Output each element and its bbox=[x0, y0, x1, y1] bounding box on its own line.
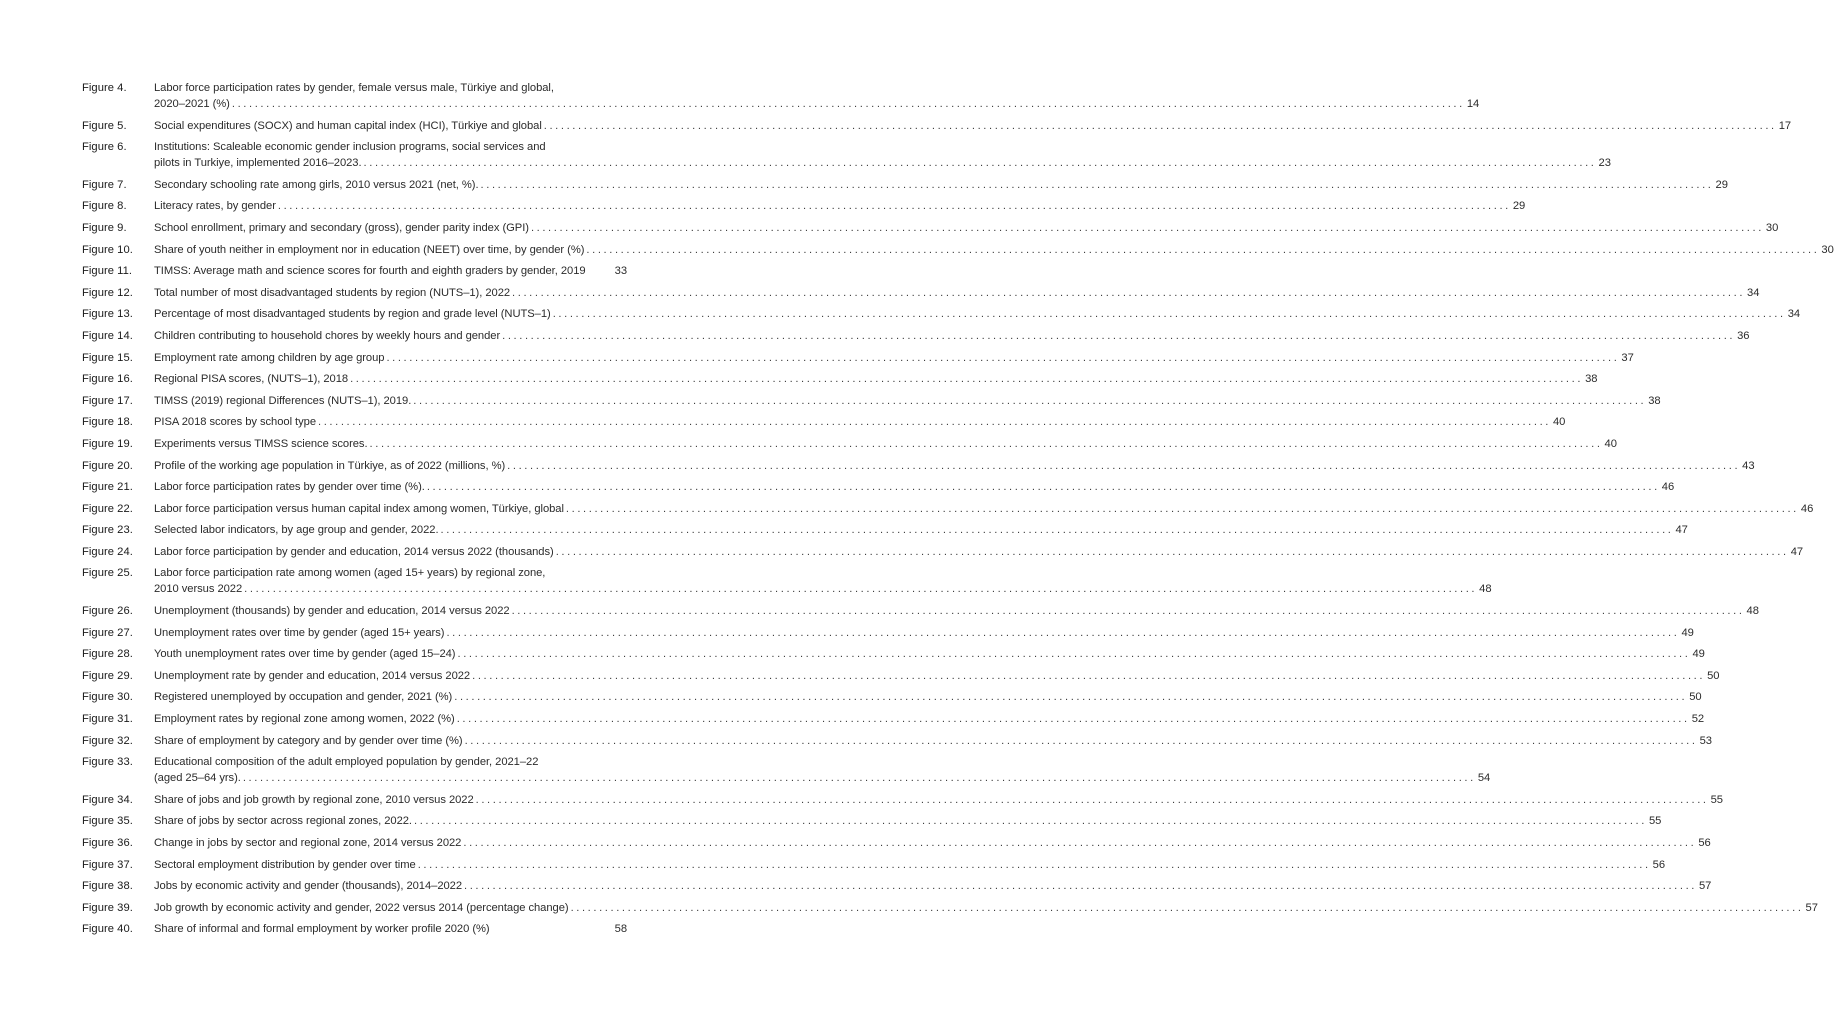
figure-label: Figure 34. bbox=[82, 793, 133, 806]
figure-title-line bbox=[154, 581, 1492, 597]
figure-title-block bbox=[154, 350, 1634, 366]
figure-entry[interactable] bbox=[82, 285, 1760, 301]
figure-title-block bbox=[154, 625, 1694, 641]
figure-title-line bbox=[154, 350, 1634, 366]
page-number[interactable]: 48 bbox=[1479, 583, 1492, 596]
figure-title-block bbox=[154, 80, 1479, 112]
dot-leader bbox=[464, 878, 1697, 894]
figure-title-block bbox=[154, 813, 1661, 829]
figure-title-block bbox=[154, 242, 1834, 258]
figure-title-block bbox=[154, 835, 1711, 851]
figure-title-line bbox=[154, 458, 1755, 474]
figure-title: Employment rate among children by age group bbox=[154, 351, 385, 364]
figure-entry[interactable] bbox=[82, 565, 1492, 597]
dot-leader bbox=[414, 813, 1647, 829]
figure-label: Figure 15. bbox=[82, 351, 133, 364]
dot-leader bbox=[243, 770, 1476, 786]
figure-title: Literacy rates, by gender bbox=[154, 200, 276, 213]
dot-leader bbox=[370, 436, 1603, 452]
figure-title: Jobs by economic activity and gender (thousands), 2014–2022 bbox=[154, 880, 463, 893]
figure-title: Registered unemployed by occupation and gender, 2021 (%) bbox=[154, 691, 453, 704]
figure-label: Figure 5. bbox=[82, 119, 127, 132]
figure-title: Secondary schooling rate among girls, 2010 versus 2021 (net, %). bbox=[154, 178, 479, 191]
figure-title-line bbox=[154, 501, 1813, 517]
figure-entry[interactable] bbox=[82, 603, 1759, 619]
figure-title-line bbox=[154, 813, 1661, 829]
figure-title-line bbox=[154, 900, 1818, 916]
figure-title-line bbox=[154, 263, 627, 279]
figure-title-line bbox=[154, 522, 1688, 538]
figure-entry[interactable] bbox=[82, 835, 1711, 851]
figure-label: Figure 32. bbox=[82, 734, 133, 747]
page-number[interactable]: 56 bbox=[1652, 858, 1666, 871]
figure-entry[interactable] bbox=[82, 118, 1792, 134]
page-number[interactable]: 49 bbox=[1692, 648, 1705, 661]
figure-title-block bbox=[154, 393, 1661, 409]
figure-title: Selected labor indicators, by age group and gender, 2022. bbox=[154, 524, 439, 537]
page-number[interactable]: 40 bbox=[1604, 437, 1617, 450]
page-number[interactable]: 55 bbox=[1710, 793, 1723, 806]
page-number[interactable]: 47 bbox=[1790, 545, 1804, 558]
figure-label: Figure 16. bbox=[82, 373, 133, 386]
dot-leader bbox=[586, 242, 1819, 258]
dot-leader bbox=[544, 118, 1777, 134]
dot-leader bbox=[441, 522, 1674, 538]
figure-label: Figure 7. bbox=[82, 178, 127, 191]
figure-title-line bbox=[154, 414, 1565, 430]
figure-entry[interactable] bbox=[82, 350, 1634, 366]
figure-title-line bbox=[154, 857, 1665, 873]
figure-label: Figure 9. bbox=[82, 221, 127, 234]
dot-leader bbox=[512, 285, 1745, 301]
dot-leader bbox=[556, 544, 1789, 560]
dot-leader bbox=[571, 900, 1804, 916]
figure-label: Figure 33. bbox=[82, 756, 133, 769]
figure-title-line1: Educational composition of the adult employed population by gender, 2021–22 bbox=[154, 756, 539, 769]
dot-leader bbox=[364, 155, 1597, 171]
figure-title-line bbox=[154, 177, 1728, 193]
figure-title-block bbox=[154, 646, 1705, 662]
figure-entry[interactable] bbox=[82, 479, 1675, 495]
figure-label: Figure 11. bbox=[82, 265, 133, 278]
figure-title: Share of youth neither in employment nor in education (NEET) over time, by gender (%) bbox=[154, 243, 585, 256]
page-number[interactable]: 34 bbox=[1787, 308, 1801, 321]
figure-title-block bbox=[154, 285, 1759, 301]
figure-entry[interactable] bbox=[82, 458, 1755, 474]
figure-title-block bbox=[154, 921, 627, 937]
page-number[interactable]: 57 bbox=[1699, 880, 1712, 893]
page-number[interactable]: 33 bbox=[614, 265, 627, 278]
figure-title-line bbox=[154, 371, 1597, 387]
figure-entry[interactable] bbox=[82, 242, 1834, 258]
figure-title-block bbox=[154, 544, 1803, 560]
figure-title: Unemployment rates over time by gender (aged 15+ years) bbox=[154, 626, 445, 639]
dot-leader bbox=[465, 733, 1698, 749]
page-number[interactable]: 30 bbox=[1821, 243, 1834, 256]
figure-title-block bbox=[154, 565, 1492, 597]
dot-leader bbox=[502, 328, 1735, 344]
page-number[interactable]: 36 bbox=[1737, 329, 1750, 342]
figure-title-block bbox=[154, 792, 1723, 808]
page-number[interactable]: 52 bbox=[1691, 713, 1705, 726]
figure-label: Figure 18. bbox=[82, 416, 133, 429]
figure-title-line bbox=[154, 306, 1800, 322]
figure-entry[interactable] bbox=[82, 393, 1661, 409]
figure-entry[interactable] bbox=[82, 263, 627, 279]
figure-title-line bbox=[154, 711, 1704, 727]
figure-title-line bbox=[154, 733, 1712, 749]
figure-title-block bbox=[154, 501, 1813, 517]
figure-title: Social expenditures (SOCX) and human capital index (HCI), Türkiye and global bbox=[154, 119, 542, 132]
dot-leader bbox=[318, 414, 1551, 430]
page-number[interactable]: 37 bbox=[1621, 351, 1634, 364]
figure-title-block bbox=[154, 263, 627, 279]
figure-title-block bbox=[154, 689, 1702, 705]
figure-entry[interactable] bbox=[82, 921, 627, 937]
dot-leader bbox=[457, 711, 1690, 727]
figure-entry[interactable] bbox=[82, 198, 1526, 214]
figure-entry[interactable] bbox=[82, 139, 1611, 171]
figure-entry[interactable] bbox=[82, 501, 1814, 517]
figure-label: Figure 29. bbox=[82, 669, 133, 682]
figure-title-line bbox=[154, 479, 1674, 495]
figure-title: Percentage of most disadvantaged students by region and grade level (NUTS–1) bbox=[154, 308, 551, 321]
figure-title: School enrollment, primary and secondary (gross), gender parity index (GPI) bbox=[154, 221, 529, 234]
dot-leader bbox=[457, 646, 1690, 662]
page-number[interactable]: 46 bbox=[1800, 502, 1814, 515]
figure-label: Figure 30. bbox=[82, 691, 133, 704]
figure-label: Figure 14. bbox=[82, 329, 133, 342]
figure-label: Figure 10. bbox=[82, 243, 133, 256]
page-number[interactable]: 38 bbox=[1648, 394, 1661, 407]
page-number[interactable]: 53 bbox=[1699, 734, 1712, 747]
figure-title-line bbox=[154, 668, 1719, 684]
figure-entry[interactable] bbox=[82, 813, 1662, 829]
figure-title-line bbox=[154, 198, 1525, 214]
figure-title: Children contributing to household chores by weekly hours and gender bbox=[154, 329, 501, 342]
page-number[interactable]: 49 bbox=[1681, 626, 1694, 639]
figure-title-line1: Labor force participation rate among women (aged 15+ years) by regional zone, bbox=[154, 567, 546, 580]
figure-entry[interactable] bbox=[82, 306, 1801, 322]
figure-title-block bbox=[154, 371, 1597, 387]
page-number[interactable]: 40 bbox=[1553, 416, 1566, 429]
figure-title: Share of employment by category and by gender over time (%) bbox=[154, 734, 463, 747]
figure-title-line bbox=[154, 792, 1723, 808]
figure-entry[interactable] bbox=[82, 711, 1705, 727]
figure-title-block bbox=[154, 328, 1749, 344]
figure-title-block bbox=[154, 857, 1665, 873]
page-number[interactable]: 57 bbox=[1805, 901, 1818, 914]
figure-title: 2010 versus 2022 bbox=[154, 583, 243, 596]
figure-title-line bbox=[154, 770, 1490, 786]
page-number[interactable]: 17 bbox=[1778, 119, 1792, 132]
figure-label: Figure 22. bbox=[82, 502, 133, 515]
page-number[interactable]: 50 bbox=[1689, 691, 1702, 704]
figure-title-block bbox=[154, 711, 1704, 727]
page-number[interactable]: 29 bbox=[1512, 200, 1526, 213]
figure-title-block bbox=[154, 878, 1711, 894]
figure-label: Figure 31. bbox=[82, 713, 133, 726]
figure-title-line bbox=[154, 436, 1617, 452]
figure-entry[interactable] bbox=[82, 544, 1804, 560]
figure-title: pilots in Turkiye, implemented 2016–2023. bbox=[154, 157, 362, 170]
dot-leader bbox=[418, 857, 1651, 873]
figure-title-line bbox=[154, 689, 1702, 705]
figure-title-line bbox=[154, 603, 1759, 619]
figure-label: Figure 8. bbox=[82, 200, 127, 213]
dot-leader bbox=[531, 220, 1764, 236]
figure-title-block bbox=[154, 458, 1755, 474]
figure-title: Labor force participation by gender and education, 2014 versus 2022 (thousands) bbox=[154, 545, 554, 558]
figure-title: Labor force participation rates by gender over time (%). bbox=[154, 481, 425, 494]
figure-title-line bbox=[154, 328, 1749, 344]
dot-leader bbox=[446, 625, 1679, 641]
figure-title: Unemployment rate by gender and education, 2014 versus 2022 bbox=[154, 669, 471, 682]
page-number[interactable]: 46 bbox=[1661, 481, 1675, 494]
figure-entry[interactable] bbox=[82, 754, 1491, 786]
figure-entry[interactable] bbox=[82, 878, 1712, 894]
figure-entry[interactable] bbox=[82, 733, 1712, 749]
dot-leader bbox=[481, 177, 1714, 193]
figure-title: Unemployment (thousands) by gender and education, 2014 versus 2022 bbox=[154, 605, 510, 618]
figure-title-block bbox=[154, 436, 1617, 452]
figure-label: Figure 35. bbox=[82, 815, 133, 828]
figure-title-line bbox=[154, 285, 1759, 301]
figure-title-block bbox=[154, 733, 1712, 749]
page-number[interactable]: 54 bbox=[1477, 772, 1491, 785]
figure-entry[interactable] bbox=[82, 414, 1566, 430]
page-number[interactable]: 56 bbox=[1698, 837, 1711, 849]
figure-label: Figure 39. bbox=[82, 901, 133, 914]
figure-label: Figure 27. bbox=[82, 626, 133, 639]
figure-title-line bbox=[154, 646, 1705, 662]
figure-label: Figure 28. bbox=[82, 648, 133, 661]
figure-label: Figure 26. bbox=[82, 605, 133, 618]
figure-title: Change in jobs by sector and regional zone, 2014 versus 2022 bbox=[154, 837, 462, 849]
figure-title-line bbox=[154, 835, 1711, 851]
figure-entry[interactable] bbox=[82, 371, 1598, 387]
page-number[interactable]: 55 bbox=[1648, 815, 1662, 828]
list-of-figures bbox=[82, 80, 1834, 943]
figure-title-line1: Labor force participation rates by gender, female versus male, Türkiye and global, bbox=[154, 82, 554, 94]
figure-title: Share of informal and formal employment by worker profile 2020 (%) bbox=[154, 923, 490, 936]
dot-leader bbox=[278, 198, 1511, 214]
page-number[interactable]: 14 bbox=[1466, 98, 1480, 110]
figure-title-block bbox=[154, 220, 1778, 236]
figure-label: Figure 12. bbox=[82, 286, 133, 299]
figure-title-block bbox=[154, 900, 1818, 916]
page-number[interactable]: 34 bbox=[1747, 286, 1760, 299]
dot-leader bbox=[472, 668, 1705, 684]
dot-leader bbox=[232, 96, 1465, 112]
figure-title-block bbox=[154, 754, 1490, 786]
figure-entry[interactable] bbox=[82, 220, 1779, 236]
dot-leader bbox=[476, 792, 1709, 808]
page-number[interactable]: 47 bbox=[1675, 524, 1688, 537]
figure-title-line bbox=[154, 544, 1803, 560]
figure-title: Total number of most disadvantaged students by region (NUTS–1), 2022 bbox=[154, 286, 511, 299]
figure-label: Figure 20. bbox=[82, 459, 133, 472]
figure-title: Regional PISA scores, (NUTS–1), 2018 bbox=[154, 373, 349, 386]
dot-leader bbox=[507, 458, 1740, 474]
figure-title: Share of jobs and job growth by regional zone, 2010 versus 2022 bbox=[154, 793, 474, 806]
dot-leader bbox=[454, 689, 1687, 705]
figure-title: Employment rates by regional zone among women, 2022 (%) bbox=[154, 713, 455, 726]
figure-label: Figure 17. bbox=[82, 394, 133, 407]
figure-title: PISA 2018 scores by school type bbox=[154, 416, 317, 429]
figure-title-line bbox=[154, 118, 1791, 134]
figure-title-line bbox=[154, 96, 1479, 112]
page-number[interactable]: 43 bbox=[1742, 459, 1755, 472]
page-number[interactable]: 50 bbox=[1707, 669, 1720, 682]
dot-leader bbox=[553, 306, 1786, 322]
figure-label: Figure 38. bbox=[82, 880, 133, 893]
page-number[interactable]: 38 bbox=[1585, 373, 1598, 386]
figure-title: Labor force participation versus human capital index among women, Türkiye, global bbox=[154, 502, 564, 515]
dot-leader bbox=[350, 371, 1583, 387]
figure-entry[interactable] bbox=[82, 80, 1480, 112]
page-number[interactable]: 58 bbox=[614, 923, 627, 936]
figure-title: (aged 25–64 yrs). bbox=[154, 772, 241, 785]
figure-label: Figure 6. bbox=[82, 141, 127, 154]
figure-title-line bbox=[154, 220, 1778, 236]
figure-title: Youth unemployment rates over time by gender (aged 15–24) bbox=[154, 648, 456, 661]
figure-label: Figure 36. bbox=[82, 837, 133, 849]
figure-label: Figure 21. bbox=[82, 481, 133, 494]
figure-label: Figure 24. bbox=[82, 545, 133, 558]
page-number[interactable]: 23 bbox=[1598, 157, 1611, 170]
figure-label: Figure 4. bbox=[82, 82, 127, 94]
figure-title-line bbox=[154, 625, 1694, 641]
figure-title-block bbox=[154, 603, 1759, 619]
page-number[interactable]: 29 bbox=[1715, 178, 1728, 191]
figure-title-line bbox=[154, 242, 1834, 258]
figure-title: Experiments versus TIMSS science scores. bbox=[154, 437, 368, 450]
figure-title: TIMSS (2019) regional Differences (NUTS–1), 2019. bbox=[154, 394, 412, 407]
dot-leader bbox=[512, 603, 1745, 619]
figure-title-block bbox=[154, 177, 1728, 193]
figure-title-block bbox=[154, 198, 1525, 214]
figure-title-line bbox=[154, 393, 1661, 409]
dot-leader bbox=[386, 350, 1619, 366]
figure-title-block bbox=[154, 306, 1800, 322]
figure-entry[interactable] bbox=[82, 625, 1694, 641]
dot-leader bbox=[566, 501, 1799, 517]
dot-leader bbox=[244, 581, 1477, 597]
page-number[interactable]: 30 bbox=[1765, 221, 1779, 234]
figure-title-line1: Institutions: Scaleable economic gender inclusion programs, social services and bbox=[154, 141, 546, 154]
dot-leader bbox=[463, 835, 1696, 851]
figure-title: 2020–2021 (%) bbox=[154, 98, 230, 110]
figure-title: Profile of the working age population in Türkiye, as of 2022 (millions, %) bbox=[154, 459, 506, 472]
figure-title: Job growth by economic activity and gender, 2022 versus 2014 (percentage change) bbox=[154, 901, 569, 914]
figure-label: Figure 19. bbox=[82, 437, 133, 450]
figure-title: Sectoral employment distribution by gender over time bbox=[154, 858, 416, 871]
figure-entry[interactable] bbox=[82, 857, 1666, 873]
figure-title-line bbox=[154, 921, 627, 937]
figure-title: TIMSS: Average math and science scores for fourth and eighth graders by gender, 2019 bbox=[154, 265, 586, 278]
figure-title-block bbox=[154, 139, 1611, 171]
figure-title-line bbox=[154, 155, 1611, 171]
figure-entry[interactable] bbox=[82, 177, 1728, 193]
dot-leader bbox=[413, 393, 1646, 409]
figure-entry[interactable] bbox=[82, 689, 1702, 705]
figure-label: Figure 25. bbox=[82, 567, 133, 580]
figure-entry[interactable] bbox=[82, 522, 1688, 538]
figure-entry[interactable] bbox=[82, 436, 1617, 452]
figure-title-block bbox=[154, 118, 1791, 134]
dot-leader bbox=[427, 479, 1660, 495]
figure-label: Figure 40. bbox=[82, 923, 133, 936]
figure-title-block bbox=[154, 522, 1688, 538]
figure-title: Share of jobs by sector across regional zones, 2022. bbox=[154, 815, 412, 828]
figure-label: Figure 37. bbox=[82, 858, 133, 871]
figure-title-block bbox=[154, 414, 1565, 430]
figure-entry[interactable] bbox=[82, 646, 1705, 662]
figure-label: Figure 13. bbox=[82, 308, 133, 321]
figure-entry[interactable] bbox=[82, 328, 1750, 344]
figure-entry[interactable] bbox=[82, 668, 1720, 684]
figure-title-block bbox=[154, 479, 1674, 495]
figure-title-block bbox=[154, 668, 1719, 684]
figure-title-line bbox=[154, 878, 1711, 894]
figure-label: Figure 23. bbox=[82, 524, 133, 537]
page-number[interactable]: 48 bbox=[1746, 605, 1759, 618]
figure-entry[interactable] bbox=[82, 900, 1818, 916]
figure-entry[interactable] bbox=[82, 792, 1723, 808]
